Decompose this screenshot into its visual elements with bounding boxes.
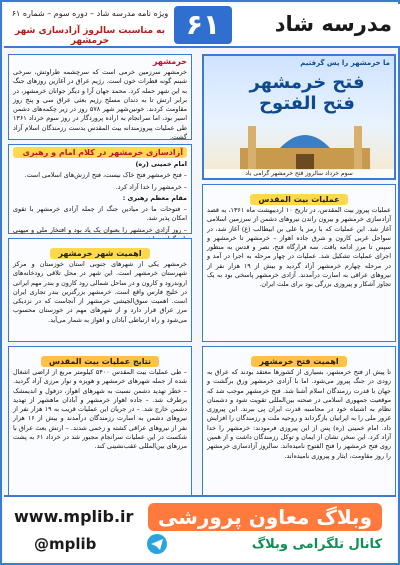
victory-importance-text: تا پیش از فتح خرمشهر، بسیاری از کشورها معتقد بودند که عراق به زودی در جنگ پیروز می‌شود. اما با آزادی خرمشهر ورق برگشت و جهان با قدرت رزمندگان اسلام آشنا شد. فتح خرمشهر موجب شد که موقعیت جمهوری اسلامی در صحنه بین‌المللی تقویت شود و دشمنان نظام به اشتباه خود در محاسبه قدرت ایران پی ببرند. این پیروزی غرور ملی را به ایرانیان بازگرداند و روحیه ملت و رزمندگان را افزایش داد. امام خمینی (ره) پس از این پیروزی فرمودند: خرمشهر را خدا آزاد کرد. این سخن نشان از ایمان و توکل رزمندگان داشت و از همین روی فتح خرمشهر را فتح الفتوح نامیده‌اند. سالروز آزادسازی خرمشهر را روز مقاومت، ایثار و پیروزی نامیده‌اند. <box>207 368 391 460</box>
leader-quotes-title: آزادسازی خرمشهر در کلام امام و رهبری <box>13 147 187 158</box>
telegram-handle[interactable]: @mplib <box>34 535 97 553</box>
poster-caption: سوم خرداد سالروز فتح خرمشهر گرامی باد <box>204 169 394 178</box>
city-importance-box <box>8 238 192 342</box>
results-title: نتایج عملیات بیت المقدس <box>41 356 159 367</box>
khorramshahr-box <box>8 54 192 140</box>
issue-number-badge: ۶۱ <box>174 6 232 44</box>
issue-line: ویژه نامه مدرسه شاد – دوره سوم – شماره ۶۱ <box>11 9 169 18</box>
results-text: – طی عملیات بیت المقدس ۵۴۰۰ کیلومتر مربع از اراضی اشغال شده از جمله شهرهای خرمشهر و هویزه و نوار مرزی آزاد گردید. – خطر تهدید دشمن نسبت به شهرهای اهواز، دزفول و اندیمشک برطرف شد. – جاده اهواز خرمشهر و آبادان ماهشهر از تهدید دشمن خارج شد. – در جریان این عملیات قریب به ۱۹ هزار نفر از نیروهای دشمن به اسارت رزمندگان درآمدند و بیش از ۱۶ هزار نفر از نیروهای عراقی کشته و زخمی شدند. – ارتش بعث عراق با شکست در این عملیات سرانجام مجبور شد در خرداد ۶۱ به پشت مرزهای بین‌المللی عقب‌نشینی کند. <box>13 368 188 451</box>
poster-title: فتح خرمشهر فتح الفتوح <box>249 72 365 114</box>
leader-quotes-box <box>8 144 192 234</box>
imam-quote-2: – خرمشهر را خدا آزاد کرد. <box>115 182 187 191</box>
operation-box <box>202 184 396 342</box>
issue-subtitle: به مناسبت سالروز آزادسازی شهر خرمشهر <box>14 26 166 46</box>
imam-label: امام خمینی (ره) <box>135 160 187 168</box>
school-name: مدرسه شاد <box>274 12 392 36</box>
khorramshahr-text: خرمشهر سرزمین خرمی است که سرچشمه طراوتش، سرخی شبنم گونه قطرات خون است. رژیم عراق در آغازین روزهای جنگ به این شهر حمله کرد. محمد جهان آرا و دیگر جوانان خرمشهر، در برابر ارتش تا به دندان مسلح رژیم بعثی عراق سی و پنج روز مقاومت کردند. خونین‌شهر شهر ۵۷۸ روز در زیر چکمه‌های دشمن اسیر بود، اما سرانجام به اراده پروردگار در روز سوم خرداد ۱۳۶۱ طی عملیات پیروزمندانه بیت المقدس بدست رزمندگان اسلام آزاد گشت. <box>13 68 187 141</box>
imam-quote-1: – فتح خرمشهر فتح خاک نیست، فتح ارزش‌های اسلامی است. <box>24 171 187 180</box>
rahbar-label: مقام معظم رهبری : <box>122 193 187 202</box>
telegram-channel-label: کانال تلگرامی وبلاگ <box>251 537 382 552</box>
newsletter-header <box>4 4 400 48</box>
mosque-icon <box>230 120 380 170</box>
telegram-icon <box>146 533 168 555</box>
khorramshahr-title: خرمشهر <box>152 57 187 66</box>
rahbar-quote-2: – روز آزادی خرمشهر را بعنوان یک یاد بود و افتخار ملی و میهنی <box>13 225 187 234</box>
website-link[interactable]: www.mplib.ir <box>14 507 134 526</box>
blog-title: وبلاگ معاون پرورشی <box>148 503 382 531</box>
city-importance-title: اهمیت شهر خرمشهر <box>50 248 149 259</box>
victory-importance-box <box>202 346 396 496</box>
rahbar-quote-1: – فتوحات ما در میادین جنگ از جمله آزادی خرمشهر با تقوی امکان پذیر شد. <box>13 205 187 223</box>
victory-importance-title: اهمیت فتح خرمشهر <box>251 356 346 367</box>
poster-image <box>202 54 396 180</box>
results-box <box>8 346 192 496</box>
footer <box>4 495 396 561</box>
operation-title: عملیات بیت المقدس <box>250 194 347 205</box>
poster-logo: ما خرمشهر را پس گرفتیم <box>300 59 390 67</box>
operation-text: عملیات پیروز بیت المقدس، در تاریخ ۱۰ اردیبهشت ماه ۱۳۶۱، به قصد آزادسازی خرمشهر و بیرون راندن نیروهای دشمن از سرزمین اسلامی آغاز شد. این عملیات که با رمز یا علی بن ابیطالب (ع) آغاز شد، در سواحل غربی کارون و شرق جاده اهواز – خرمشهر تا خرمشهر و سپس تا مرز ادامه یافت. سه قرارگاه فتح، نصر و قدس به منظور اجرای عملیات تشکیل شد. عملیات در چهار مرحله به اجرا در آمد و در مرحله چهارم خرمشهر آزاد گردید و بیش از ۱۹ هزار نفر از نیروهای عراقی به اسارت درآمدند. آزادی خرمشهر پاسخی بود به یک تجاوز آشکار و پیروزی بزرگی بود برای ملت ایران. <box>207 206 391 289</box>
city-importance-text: خرمشهر یکی از شهرهای جنوبی استان خوزستان و مرکز شهرستان خرمشهر است. این شهر در محل تلاقی رودخانه‌های اروندرود و کارون و در ساحل شمالی رود کارون و بندر مهم ایرانی در خلیج فارس واقع است. خرمشهر بزرگترین بندر تجاری ایران است. اهمیت سوق‌الجیشی خرمشهر از آنجاست که در نزدیکی مرز عراق قرار دارد و از شهرهای مهم در خوزستان محسوب می‌شود و راه ارتباطی آبادان و اهواز به شمار می‌آید. <box>13 260 187 324</box>
